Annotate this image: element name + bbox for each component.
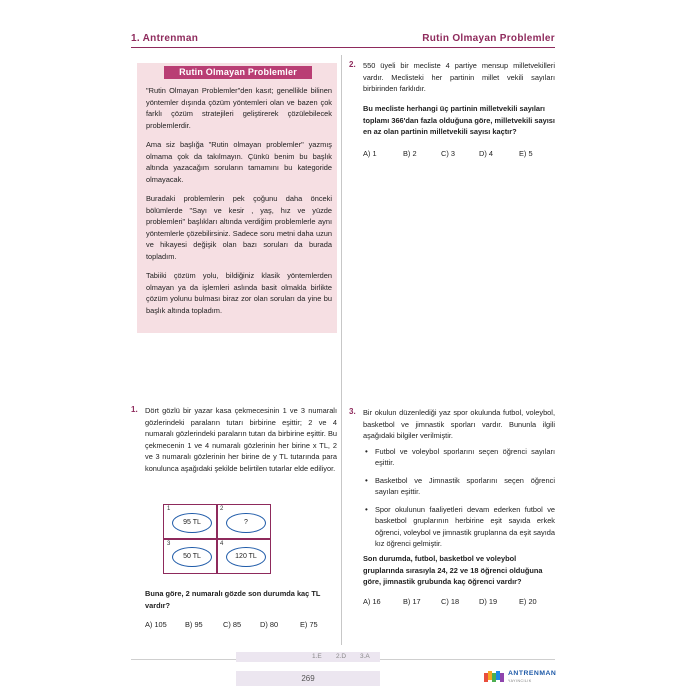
cell-value: ? bbox=[226, 513, 266, 533]
option: A) 105 bbox=[145, 620, 167, 629]
option: D) 4 bbox=[479, 149, 493, 158]
info-paragraph: Buradaki problemlerin pek çoğunu daha önceki bölümlerde "Sayı ve kesir , yaş, hız ve yüzde problemleri" başlıkları altında verdiğim problemlerle aynı yöntemlerle çözebilirsiniz. Sadece soru metni daha uzun ve hikayesi değişik olan bazı soruları da burada topladım. bbox=[146, 194, 332, 261]
answer: 1.E bbox=[312, 653, 322, 660]
question-3-bullets bbox=[363, 446, 555, 550]
cell-value: 50 TL bbox=[172, 547, 212, 567]
question-2-prompt: Bu mecliste herhangi üç partinin milletvekili sayıları toplamı 366'dan fazla olduğuna göre, milletvekili sayısı en az olan partinin milletvekili sayısı kaçtır? bbox=[363, 104, 555, 136]
option: A) 16 bbox=[363, 597, 381, 606]
cell-number: 1 bbox=[167, 506, 171, 512]
option: E) 5 bbox=[519, 149, 533, 158]
question-2-number: 2. bbox=[349, 60, 356, 69]
page-number: 269 bbox=[236, 671, 380, 686]
question-3-text: Bir okulun düzenlediği yaz spor okulunda futbol, voleybol, basketbol ve jimnastik sporları vardır. Bununla ilgili aşağıdaki bilgiler verilmiştir. bbox=[363, 408, 555, 440]
column-divider bbox=[341, 55, 342, 645]
logo-text: ANTRENMAN bbox=[508, 670, 557, 677]
answer: 2.D bbox=[336, 653, 347, 660]
option: D) 19 bbox=[479, 597, 498, 606]
cell-value: 120 TL bbox=[226, 547, 266, 567]
question-2-text: 550 üyeli bir mecliste 4 partiye mensup milletvekilleri vardır. Meclisteki her partinin millet vekili sayıları birbirinden farklıdır. bbox=[363, 61, 555, 93]
cell-number: 3 bbox=[167, 541, 171, 547]
question-1-text: Dört gözlü bir yazar kasa çekmecesinin 1 ve 3 numaralı gözlerindeki paraların tutarı birbirine eşittir; 2 ve 4 numaralı gözlerindeki paraların tutarı da birbirine eşittir. Bu çekmecenin 1 ve 4 numaralı gözlerinin her birine x TL, 2 ve 3 numaralı gözlerinin her birine de y TL tutarında para konulunca aşağıdaki şekilde belirtilen tutarlar elde ediliyor. bbox=[145, 406, 337, 473]
question-3-prompt: Son durumda, futbol, basketbol ve voleybol gruplarında sırasıyla 24, 22 ve 18 öğrenci olduğuna göre, jimnastik grubunda kaç öğrenci vardır? bbox=[363, 554, 543, 586]
cell-number: 4 bbox=[220, 541, 224, 547]
option: B) 95 bbox=[185, 620, 203, 629]
option: E) 20 bbox=[519, 597, 537, 606]
option: B) 17 bbox=[403, 597, 421, 606]
chapter-title: Rutin Olmayan Problemler bbox=[422, 33, 555, 44]
option: B) 2 bbox=[403, 149, 417, 158]
bullet-item: • Basketbol ve Jimnastik sporlarını seçen öğrenci sayıları eşittir. bbox=[363, 475, 555, 498]
drawer-diagram bbox=[163, 504, 271, 574]
info-box-body bbox=[146, 85, 332, 324]
option: D) 80 bbox=[260, 620, 279, 629]
option: C) 18 bbox=[441, 597, 460, 606]
option: A) 1 bbox=[363, 149, 377, 158]
bullet-item: • Futbol ve voleybol sporlarını seçen öğrenci sayıları eşittir. bbox=[363, 446, 555, 469]
cell-number: 2 bbox=[220, 506, 224, 512]
option: C) 3 bbox=[441, 149, 455, 158]
header-rule bbox=[131, 47, 555, 48]
publisher-logo bbox=[484, 669, 564, 687]
cell-value: 95 TL bbox=[172, 513, 212, 533]
logo-subtext: YAYINCILIK bbox=[508, 679, 532, 683]
question-3-block bbox=[363, 407, 555, 556]
question-1-number: 1. bbox=[131, 405, 138, 414]
question-1-prompt: Buna göre, 2 numaralı gözde son durumda kaç TL vardır? bbox=[145, 589, 321, 610]
answer: 3.A bbox=[360, 653, 370, 660]
question-3-number: 3. bbox=[349, 407, 356, 416]
bullet-item: • Spor okulunun faaliyetleri devam ederken futbol ve basketbol gruplarının herbirine eşit sayıda erkek öğrenci, voleybol ve jimnastik gruplarına da eşit sayıda kız öğrenci gelmiştir. bbox=[363, 504, 555, 550]
info-paragraph: Tabiiki çözüm yolu, bildiğiniz klasik yöntemlerden olmayan ya da işlemleri aslında basit olmakla birlikte çözüm yolunu bulması biraz zor olan soruları da yine bu başlık altında topladım. bbox=[146, 271, 332, 315]
info-box-title: Rutin Olmayan Problemler bbox=[164, 66, 312, 79]
option: E) 75 bbox=[300, 620, 318, 629]
option: C) 85 bbox=[223, 620, 242, 629]
answer-key bbox=[236, 652, 380, 662]
section-title: 1. Antrenman bbox=[131, 33, 199, 44]
info-paragraph: "Rutin Olmayan Problemler"den kasıt; genellikle bilinen yöntemler dışında çözüm yöntemleri olan ve bazen çok farklı çözüm stratejileri geliştirerek çözülebilecek problemlerdir. bbox=[146, 86, 332, 130]
info-paragraph: Ama siz başlığa "Rutin olmayan problemler" yazmış olmama çok da takılmayın. Çünkü benim bu başlık altında yazacağım soruların tamamını bu kategoride olmayacak. bbox=[146, 140, 332, 184]
